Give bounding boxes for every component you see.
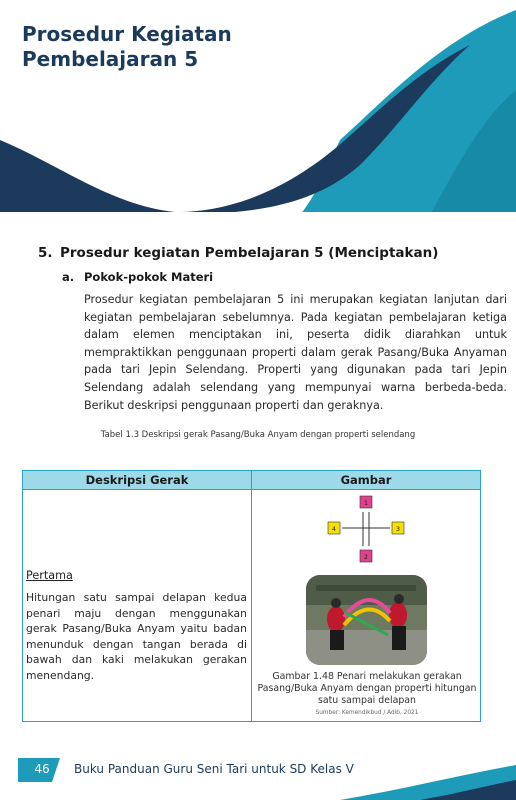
figure-caption: Gambar 1.48 Penari melakukan gerakan Pasang/Buka Anyam dengan properti hitungan satu sampai delapan bbox=[257, 671, 477, 706]
figure-source: Sumber: Kemendikbud / Adib, 2021 bbox=[315, 710, 419, 716]
page-number: 46 bbox=[34, 762, 50, 776]
table-header-row bbox=[23, 471, 480, 490]
sub-heading-number: a. bbox=[62, 270, 75, 284]
marker-3-label: 3 bbox=[395, 525, 401, 533]
table-caption: Tabel 1.3 Deskripsi gerak Pasang/Buka Anyam dengan properti selendang bbox=[100, 430, 416, 440]
table-header-image: Gambar bbox=[251, 471, 480, 489]
page-title-line2: Pembelajaran 5 bbox=[22, 47, 199, 71]
sub-heading-text: Pokok-pokok Materi bbox=[84, 270, 214, 284]
table-cell-description bbox=[23, 490, 251, 722]
marker-4-label: 4 bbox=[331, 525, 337, 533]
page-title bbox=[22, 22, 232, 72]
table-cell-image bbox=[251, 490, 480, 722]
marker-1-label: 1 bbox=[363, 499, 369, 507]
movement-description-table bbox=[22, 470, 481, 722]
section-heading-text: Prosedur kegiatan Pembelajaran 5 (Menciptakan) bbox=[60, 245, 439, 261]
section-heading bbox=[38, 245, 438, 261]
dancers-photo bbox=[306, 575, 427, 665]
book-title: Buku Panduan Guru Seni Tari untuk SD Kelas V bbox=[74, 762, 354, 776]
marker-2-label: 2 bbox=[363, 553, 369, 561]
sub-heading bbox=[62, 270, 213, 284]
page-title-line1: Prosedur Kegiatan bbox=[22, 22, 232, 46]
body-paragraph: Prosedur kegiatan pembelajaran 5 ini merupakan kegiatan lanjutan dari kegiatan pembelajaran sebelumnya. Pada kegiatan pembelajaran ketiga dalam elemen menciptakan ini, peserta didik diarahkan untuk mempraktikkan penggunaan properti dalam gerak Pasang/Buka Anyaman pada tari Jepin Selendang. Properti yang digunakan pada tari Jepin Selendang adalah selendang yang mempunyai warna berbeda-beda. Berikut deskripsi penggunaan properti dan geraknya. bbox=[84, 293, 507, 412]
table-row bbox=[23, 490, 480, 722]
step-title: Pertama bbox=[26, 569, 73, 582]
table-header-description: Deskripsi Gerak bbox=[85, 473, 189, 487]
step-description: Hitungan satu sampai delapan kedua penari maju dengan menggunakan gerak Pasang/Buka Anyam yaitu badan menunduk dengan tangan berada di bawah dan kaki melakukan gerakan menendang. bbox=[26, 591, 247, 682]
section-number: 5. bbox=[38, 245, 53, 261]
floor-pattern-diagram bbox=[322, 494, 412, 566]
